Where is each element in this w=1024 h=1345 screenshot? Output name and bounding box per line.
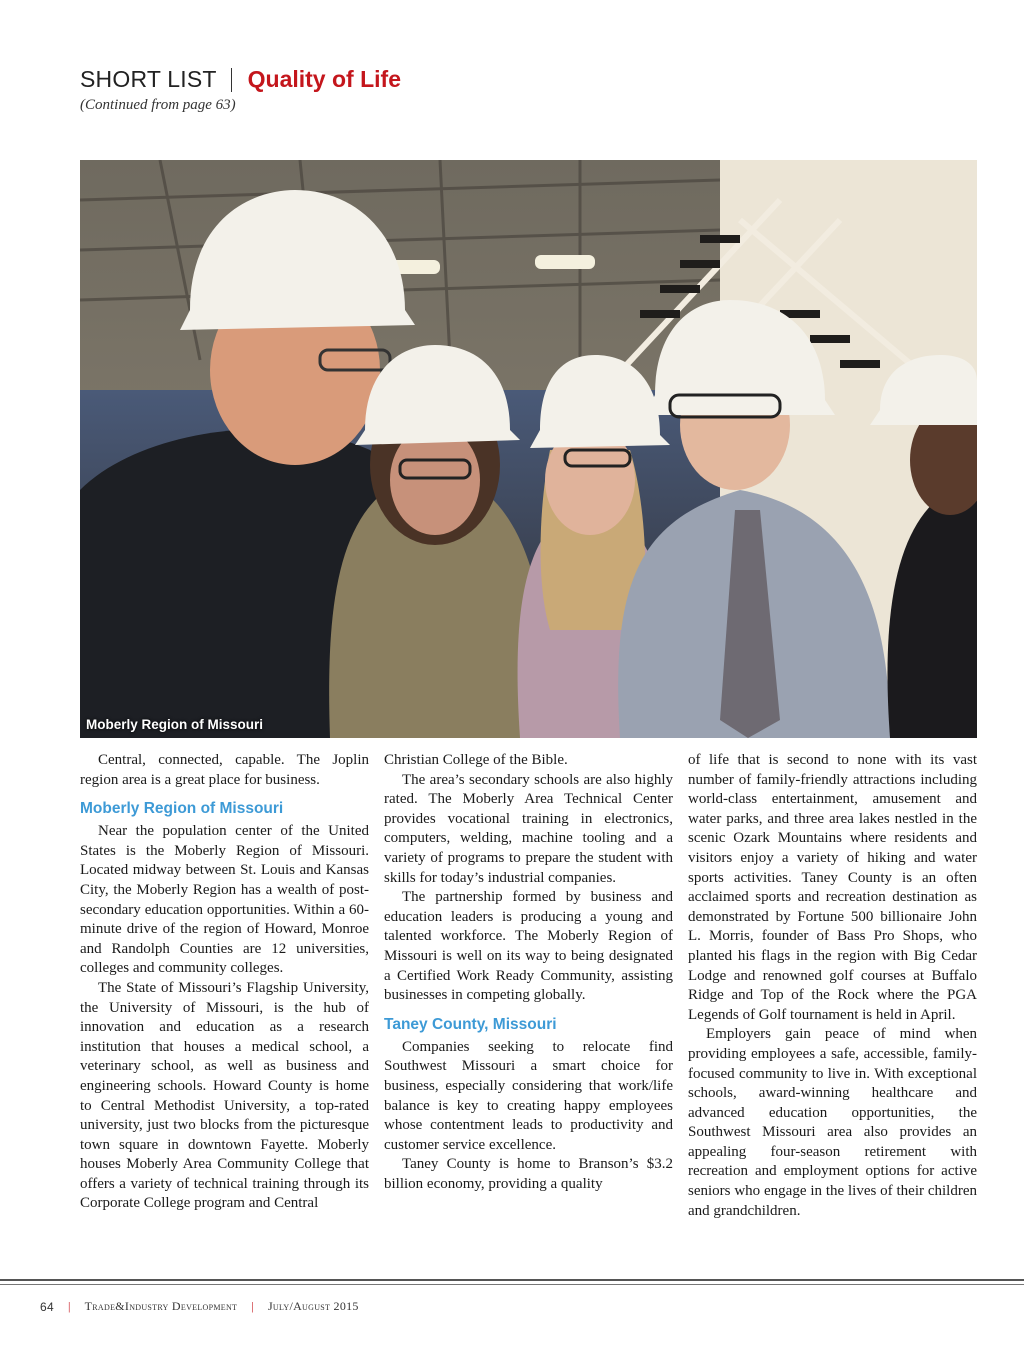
footer-rule xyxy=(0,1279,1024,1281)
footer-rule xyxy=(0,1284,1024,1285)
paragraph: Employers gain peace of mind when providing employees a safe, accessible, family-focused community to live in. With exceptional schools, award-winning healthcare and advanced education opportunities, the Southwest Missouri area also provides an appealing four-season retirement with recreation and employment options for active seniors who engage in the lives of their children and grandchildren. xyxy=(688,1026,977,1219)
column-1 xyxy=(80,751,369,1221)
subhead-moberly: Moberly Region of Missouri xyxy=(80,800,284,818)
paragraph: Christian College of the Bible. xyxy=(384,752,568,768)
page-header xyxy=(80,66,401,114)
footer-divider: | xyxy=(67,1299,71,1313)
page-number: 64 xyxy=(40,1299,54,1314)
continued-note: (Continued from page 63) xyxy=(80,97,236,113)
header-divider xyxy=(231,68,232,92)
publication-name: Trade&Industry Development xyxy=(84,1299,238,1313)
photo-illustration xyxy=(80,160,977,738)
paragraph: Taney County is home to Branson’s $3.2 billion economy, providing a quality xyxy=(384,1156,673,1192)
feature-photo xyxy=(80,160,977,738)
paragraph: Near the population center of the United States is the Moberly Region of Missouri. Located midway between St. Louis and Kansas City, the Moberly Region has a wealth of post-secondary education opportunities. Within a 60-minute drive of the region of Howard, Monroe and Randolph Counties are 12 universities, colleges and community colleges. xyxy=(80,823,369,977)
paragraph: Companies seeking to relocate find Southwest Missouri a smart choice for business, especially considering that work/life balance is key to creating happy employees whose contentment leads to productivity and customer service excellence. xyxy=(384,1038,673,1153)
column-3 xyxy=(688,751,977,1221)
photo-caption: Moberly Region of Missouri xyxy=(86,717,264,732)
issue-date: July/August 2015 xyxy=(267,1299,359,1313)
header-line xyxy=(80,66,401,93)
kicker-label: SHORT LIST xyxy=(80,66,217,92)
section-title: Quality of Life xyxy=(247,66,401,92)
paragraph: The State of Missouri’s Flagship University, the University of Missouri, is the hub of innovation and education as a research institution that houses a medical school, a veterinary school, as well as business and engineering schools. Howard County is home to Central Methodist University, a top-rated university, just two blocks from the picturesque town square in downtown Fayette. Moberly houses Moberly Area Community College that offers a variety of technical training through its Corporate College program and Central xyxy=(80,979,369,1212)
subhead-taney: Taney County, Missouri xyxy=(384,1015,557,1033)
paragraph: The partnership formed by business and education leaders is producing a young and talented workforce. The Moberly Region of Missouri is well on its way to being designated a Certified Work Ready Community, assisting businesses in competing globally. xyxy=(384,889,673,1004)
page-footer xyxy=(40,1299,359,1314)
paragraph: The area’s secondary schools are also highly rated. The Moberly Area Technical Center provides vocational training in electronics, computers, welding, machine tooling and a variety of programs to prepare the student with skills for today’s industrial companies. xyxy=(384,771,673,886)
article-columns xyxy=(80,751,977,1221)
column-2 xyxy=(384,751,673,1221)
footer-divider: | xyxy=(251,1299,254,1313)
paragraph: Central, connected, capable. The Joplin region area is a great place for business. xyxy=(80,752,369,788)
paragraph: of life that is second to none with its vast number of family-friendly attractions including world-class entertainment, amusement and water parks, and three area lakes nestled in the scenic Ozark Mountains where residents and visitors enjoy a variety of hiking and water sports activities. Taney County is an often acclaimed sports and recreation destination as demonstrated by Fortune 500 billionaire John L. Morris, founder of Bass Pro Shops, who planted his flags in the region with Big Cedar Lodge and renowned golf courses at Buffalo Ridge and Top of the Rock where the PGA Legends of Golf tournament is held in April. xyxy=(688,752,977,1023)
